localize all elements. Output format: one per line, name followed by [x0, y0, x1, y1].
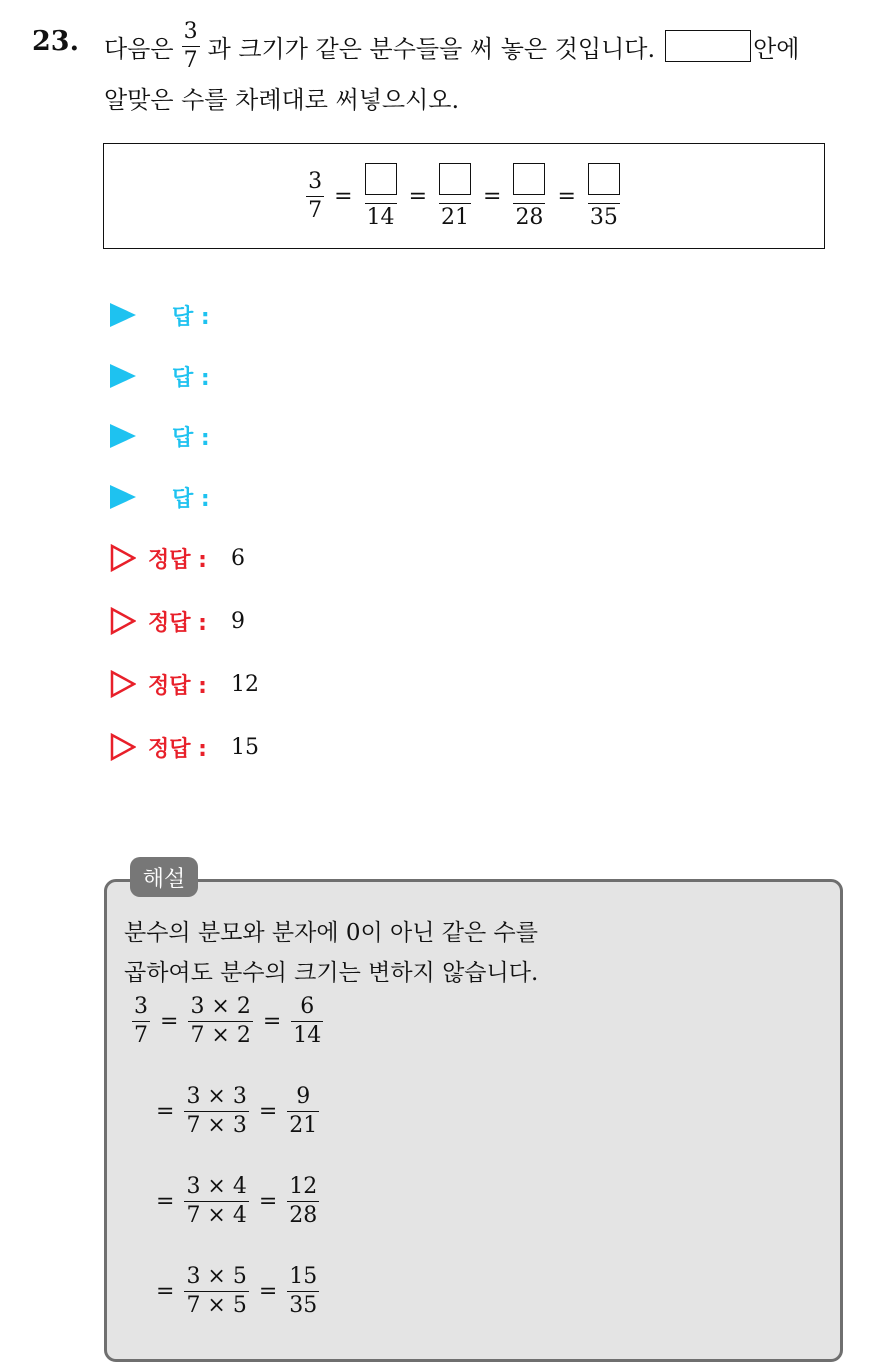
lhs-numerator: 3 — [134, 994, 148, 1019]
answer-label: 답 : — [172, 365, 210, 391]
answer-square[interactable] — [513, 163, 545, 195]
play-triangle-icon — [110, 424, 136, 448]
answer-row-1[interactable] — [110, 297, 210, 333]
explanation-tag: 해설 — [130, 857, 198, 897]
explanation-equation-row-3 — [152, 1176, 325, 1227]
answer-label: 답 : — [172, 486, 210, 512]
play-triangle-icon — [110, 303, 136, 327]
result-numerator: 9 — [296, 1084, 311, 1109]
solution-value: 6 — [230, 545, 245, 571]
question-text-start: 다음은 — [104, 34, 174, 63]
equals-sign: = — [156, 1189, 175, 1214]
result-numerator: 6 — [300, 994, 315, 1019]
mid-numerator: 3 × 3 — [186, 1084, 247, 1109]
mid-denominator: 7 × 2 — [190, 1023, 251, 1048]
equation-fraction-3 — [511, 163, 547, 229]
result-numerator: 15 — [289, 1264, 318, 1289]
answer-label: 답 : — [172, 304, 210, 330]
mid-fraction — [188, 996, 252, 1047]
mid-denominator: 7 × 4 — [186, 1203, 247, 1228]
equals-sign: = — [334, 183, 353, 209]
question-text-end: 안에 — [753, 34, 800, 63]
mid-numerator: 3 × 4 — [186, 1174, 247, 1199]
outline-triangle-icon — [110, 607, 136, 635]
result-fraction — [287, 1266, 319, 1317]
mid-fraction — [184, 1086, 248, 1137]
solution-value: 15 — [230, 734, 259, 760]
result-fraction — [287, 1176, 319, 1227]
solution-row-3 — [110, 666, 259, 702]
fraction-denominator: 7 — [183, 47, 198, 73]
equals-sign: = — [258, 1099, 278, 1124]
denominator: 14 — [366, 205, 395, 230]
play-triangle-icon — [110, 364, 136, 388]
explanation-line-1: 분수의 분모와 분자에 0이 아닌 같은 수를 — [124, 920, 538, 946]
play-triangle-icon — [110, 485, 136, 509]
denominator: 21 — [441, 205, 469, 230]
equals-sign: = — [408, 183, 427, 209]
result-numerator: 12 — [289, 1174, 318, 1199]
equation — [300, 163, 628, 229]
answer-row-2[interactable] — [110, 358, 210, 394]
mid-fraction — [184, 1266, 248, 1317]
denominator: 28 — [515, 205, 544, 230]
question-line-1 — [104, 18, 800, 73]
answer-label: 답 : — [172, 425, 210, 451]
equals-sign: = — [156, 1279, 175, 1304]
given-numerator: 3 — [308, 168, 323, 194]
equals-sign: = — [483, 183, 502, 209]
result-denominator: 21 — [289, 1113, 318, 1138]
outline-triangle-icon — [110, 670, 136, 698]
result-fraction — [291, 996, 323, 1047]
solution-label: 정답 : — [148, 736, 207, 762]
answer-row-3[interactable] — [110, 418, 210, 454]
answer-square[interactable] — [439, 163, 471, 195]
solution-label: 정답 : — [148, 547, 207, 573]
answer-row-4[interactable] — [110, 479, 210, 515]
question-text-middle: 과 크기가 같은 분수들을 써 놓은 것입니다. — [207, 34, 656, 63]
equation-fraction-2 — [437, 163, 473, 229]
equation-fraction-4 — [586, 163, 622, 229]
answer-square[interactable] — [365, 163, 397, 195]
solution-row-4 — [110, 729, 259, 765]
equals-sign: = — [258, 1279, 278, 1304]
question-fraction — [182, 18, 200, 73]
explanation-equation-row-2 — [152, 1086, 325, 1137]
blank-box — [665, 30, 751, 62]
mid-numerator: 3 × 2 — [190, 994, 251, 1019]
given-denominator: 7 — [308, 197, 323, 223]
question-number: 23. — [32, 26, 79, 57]
explanation-equation-row-4 — [152, 1266, 325, 1317]
result-denominator: 28 — [289, 1203, 318, 1228]
lhs-fraction — [132, 996, 150, 1047]
equals-sign: = — [262, 1009, 282, 1034]
solution-value: 9 — [230, 608, 245, 634]
mid-denominator: 7 × 5 — [186, 1293, 247, 1318]
result-denominator: 14 — [293, 1023, 322, 1048]
mid-numerator: 3 × 5 — [186, 1264, 247, 1289]
equation-box — [103, 143, 825, 249]
question-line-2: 알맞은 수를 차례대로 써넣으시오. — [104, 86, 460, 114]
explanation-equation-row-1 — [126, 996, 329, 1047]
equation-fraction-1 — [363, 163, 399, 229]
result-fraction — [287, 1086, 319, 1137]
solution-row-1 — [110, 540, 245, 576]
explanation-line-2: 곱하여도 분수의 크기는 변하지 않습니다. — [124, 960, 539, 986]
equals-sign: = — [156, 1099, 175, 1124]
fraction-numerator: 3 — [183, 18, 198, 44]
outline-triangle-icon — [110, 733, 136, 761]
denominator: 35 — [589, 205, 618, 230]
result-denominator: 35 — [289, 1293, 318, 1318]
solution-label: 정답 : — [148, 610, 207, 636]
equals-sign: = — [160, 1009, 179, 1034]
lhs-denominator: 7 — [134, 1023, 148, 1048]
outline-triangle-icon — [110, 544, 136, 572]
solution-value: 12 — [230, 671, 259, 697]
solution-label: 정답 : — [148, 673, 207, 699]
answer-square[interactable] — [588, 163, 620, 195]
equals-sign: = — [258, 1189, 278, 1214]
solution-row-2 — [110, 603, 245, 639]
mid-denominator: 7 × 3 — [186, 1113, 247, 1138]
equation-fraction-given — [306, 168, 324, 223]
equals-sign: = — [557, 183, 576, 209]
mid-fraction — [184, 1176, 248, 1227]
